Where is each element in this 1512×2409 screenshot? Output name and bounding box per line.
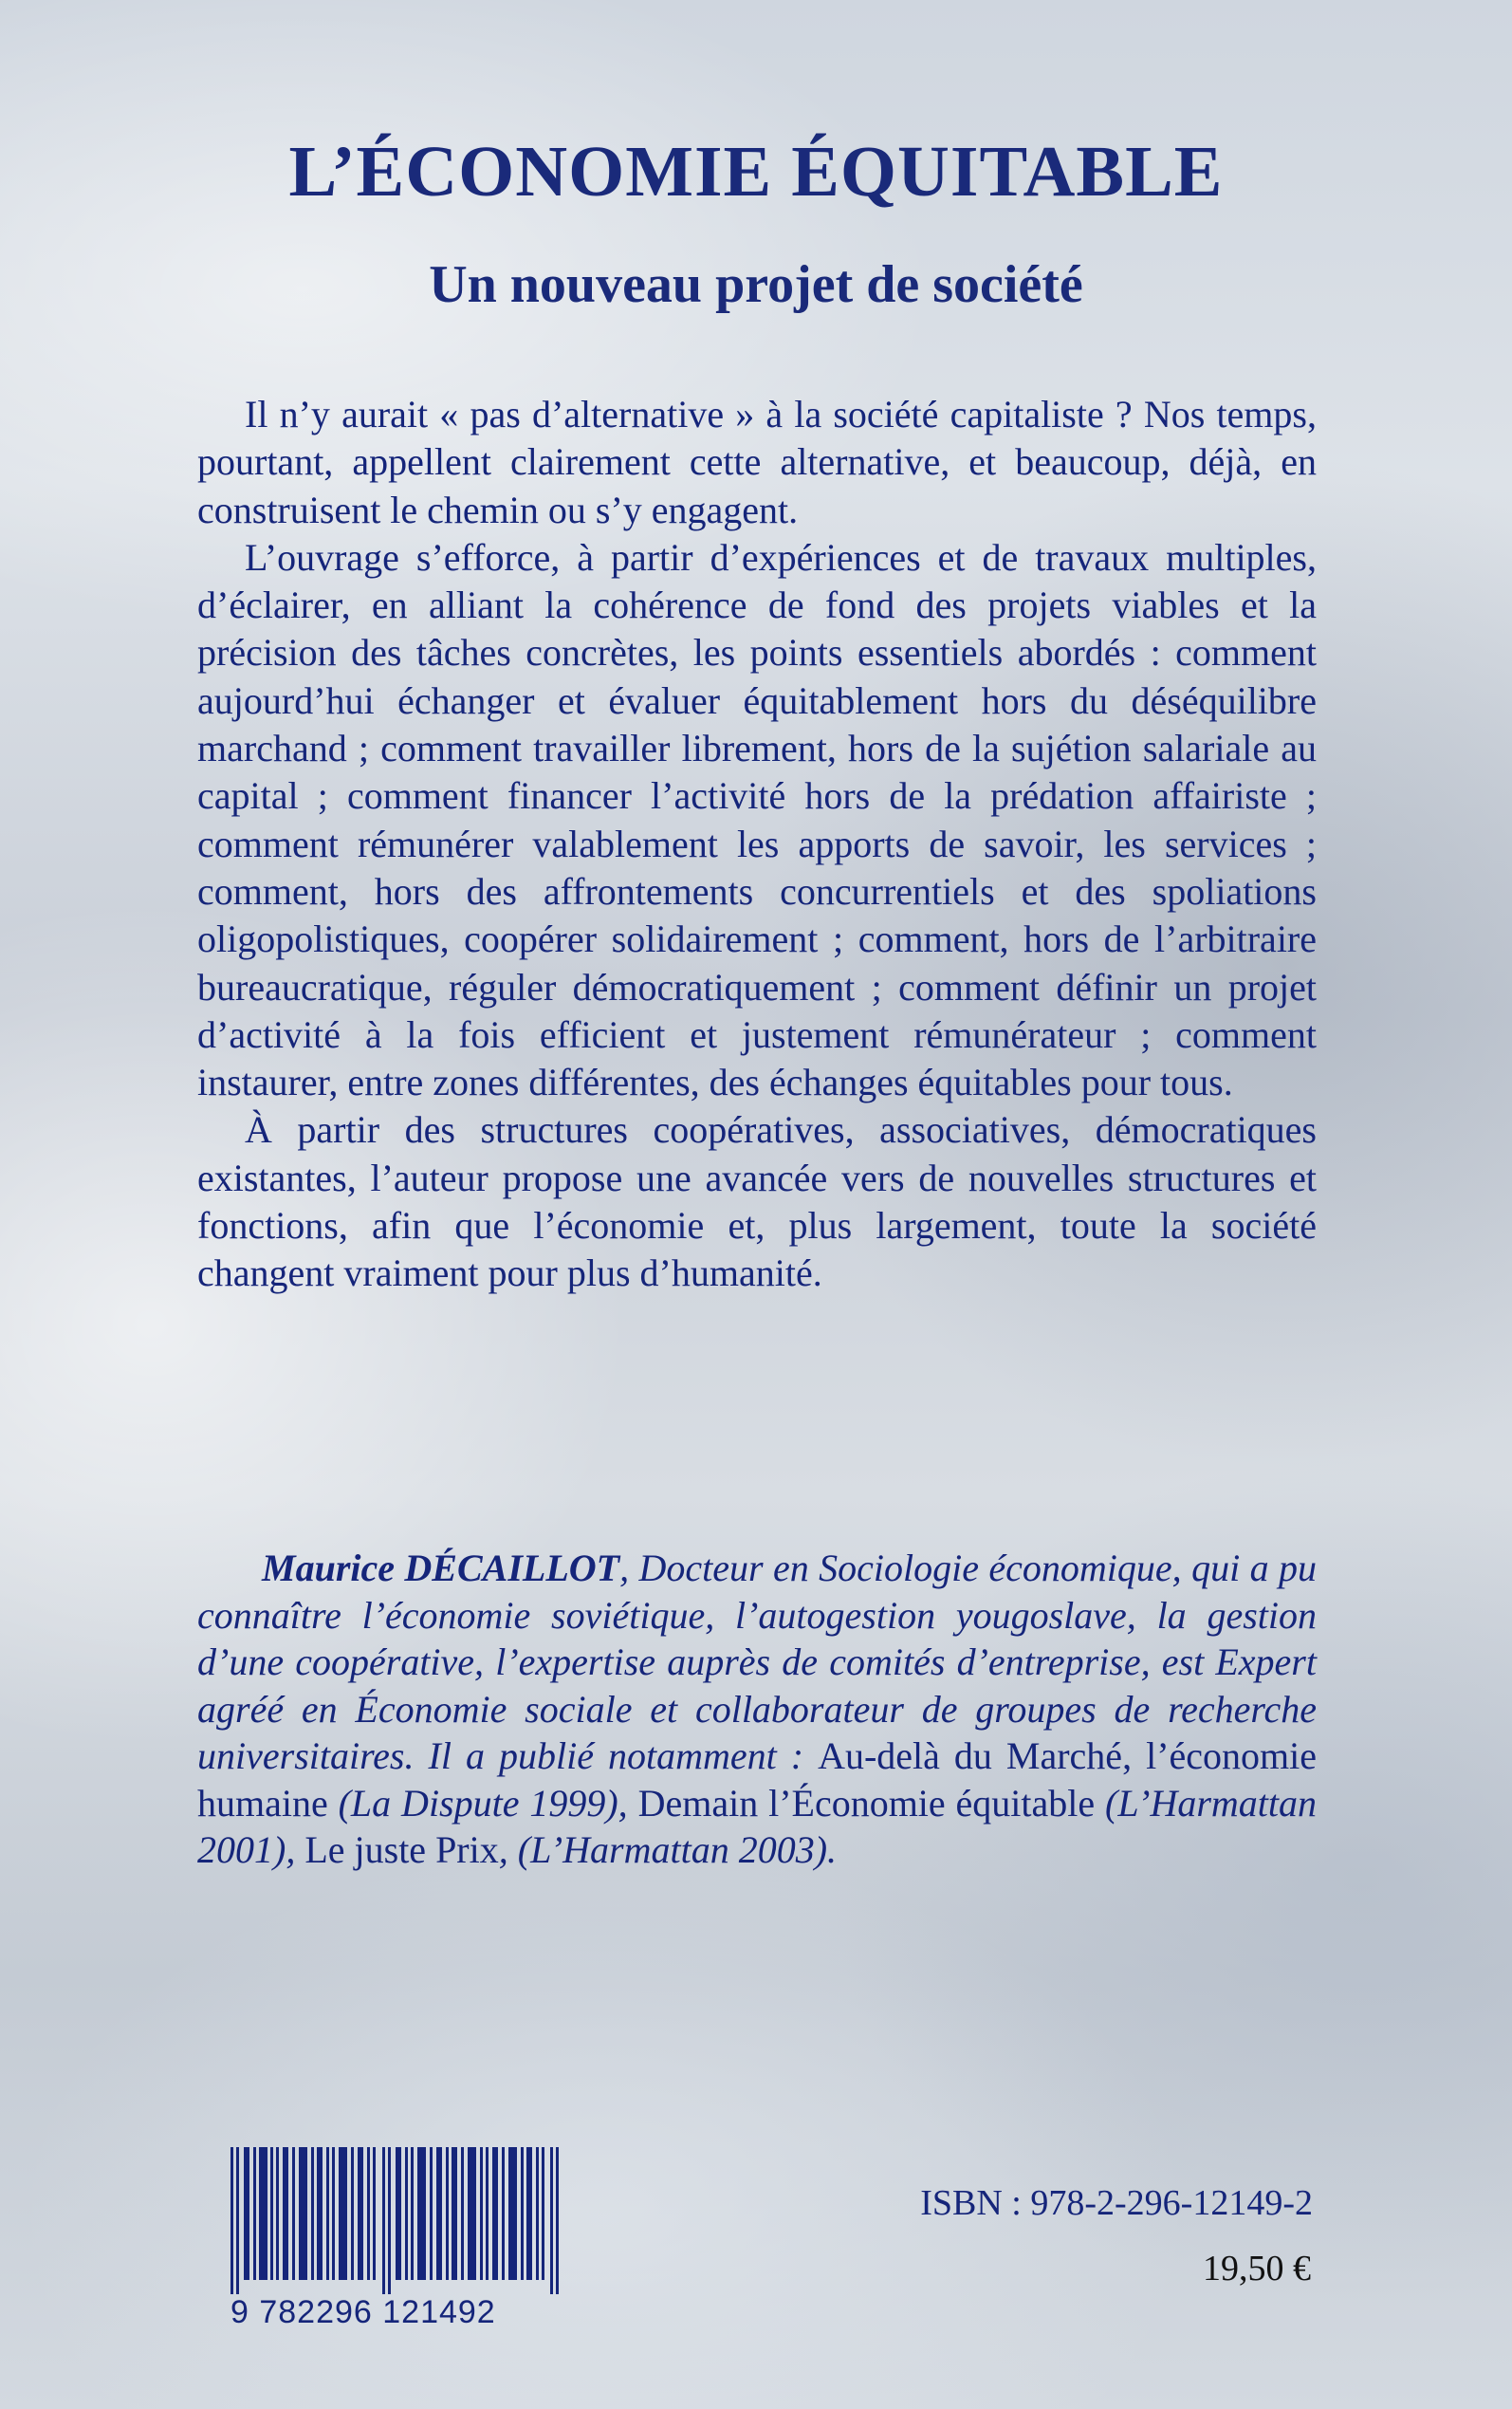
barcode-digits: 9 782296 121492 [230,2294,496,2330]
isbn: ISBN : 978-2-296-12149-2 [920,2183,1313,2223]
book-subtitle: Un nouveau projet de société [429,255,1083,314]
author-bio-paragraph [197,1545,1317,1874]
book-title-1: Au-delà du Marché, l’économie humaine [197,1734,1317,1825]
price: 19,50 € [1203,2249,1311,2289]
book-title: L’ÉCONOMIE ÉQUITABLE [288,132,1224,212]
barcode [230,2147,562,2294]
blurb [197,391,1317,1298]
publisher-3: , (L’Harmattan 2003). [498,1828,838,1871]
blurb-paragraph-2: L’ouvrage s’efforce, à partir d’expériences et de travaux multiples, d’éclairer, en alliant la cohérence de fond des projets viables et la précision des tâches concrètes, les points essentiels abordés : comment aujourd’hui échanger et évaluer équitablement hors du déséquilibre marchand ; comment travailler librement, hors de la sujétion salariale au capital ; comment financer l’activité hors de la prédation affairiste ; comment rémunérer valablement les apports de savoir, les services ; comment, hors des affrontements concurrentiels et des spoliations oligopolistiques, coopérer solidairement ; comment, hors de l’arbitraire bureaucratique, réguler démocratiquement ; comment définir un projet d’activité à la fois efficient et justement rémunérateur ; comment instaurer, entre zones différentes, des échanges équitables pour tous. [197,535,1317,1104]
author-description: , Docteur en Sociologie économique, qui a pu connaître l’économie soviétique, l’autogestion yougoslave, la gestion d’une coopérative, l’expertise auprès de comités d’entreprise, est Expert agréé en Économie sociale et collaborateur de groupes de recherche universitaires. Il a publié notamment : [197,1547,1317,1777]
author-bio [197,1545,1317,1874]
book-title-2: Demain l’Économie équitable [637,1781,1096,1825]
publisher-2: (L’Harmattan 2001), [197,1781,1318,1871]
blurb-paragraph-1: Il n’y aurait « pas d’alternative » à la société capitaliste ? Nos temps, pourtant, appellent clairement cette alternative, et beaucoup, déjà, en construisent le chemin ou s’y engagent. [197,393,1317,531]
author-name: Maurice DÉCAILLOT [262,1547,620,1589]
publisher-1: (La Dispute 1999), [327,1781,638,1825]
book-title-3: Le juste Prix [304,1828,499,1871]
blurb-paragraph-3: À partir des structures coopératives, associatives, démocratiques existantes, l’auteur propose une avancée vers de nouvelles structures et fonctions, afin que l’économie et, plus largement, toute la société changent vraiment pour plus d’humanité. [197,1108,1317,1295]
barcode-bars [230,2147,562,2294]
